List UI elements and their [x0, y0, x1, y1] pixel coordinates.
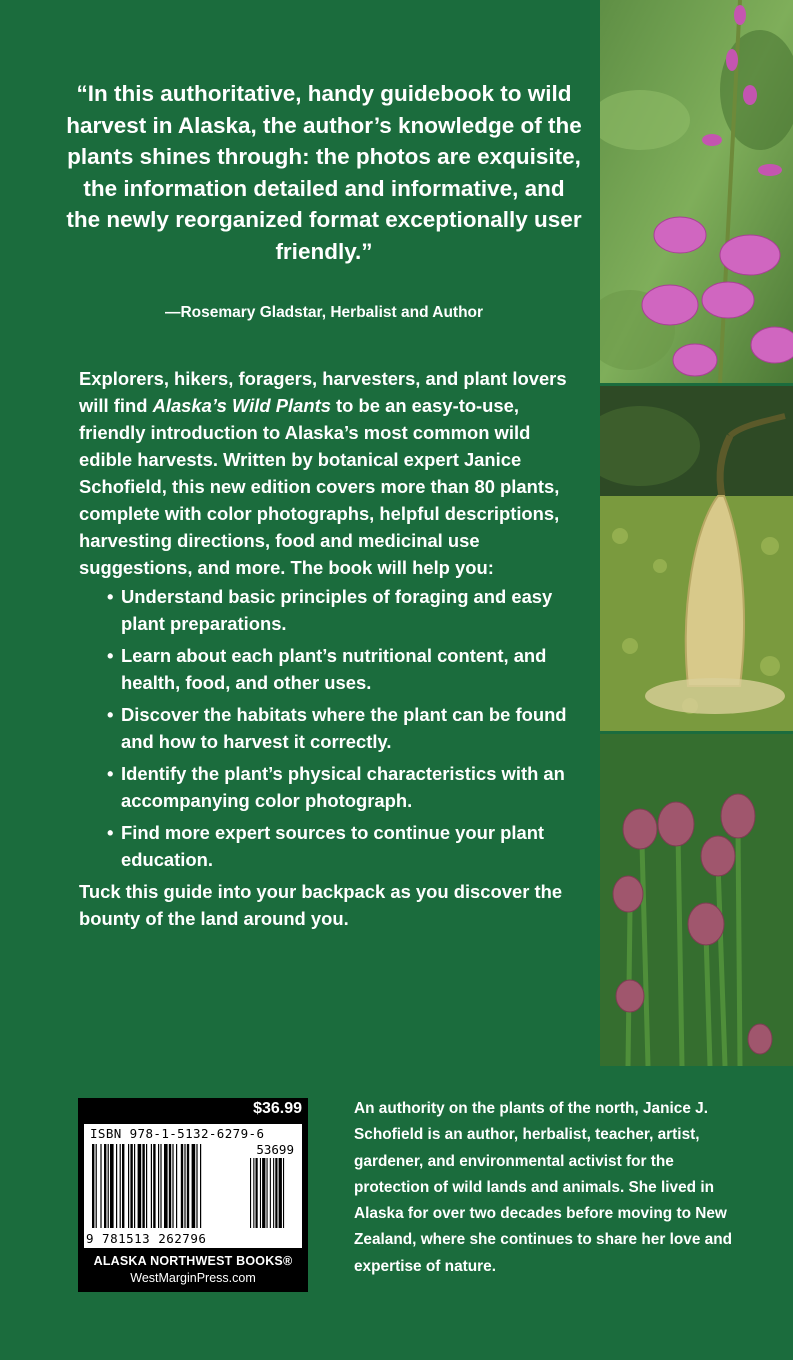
endorsement-quote: “In this authoritative, handy guidebook to wild harvest in Alaska, the author’s knowledge of the plants shines through: the photos are exquisite, the information detailed and informative, and the newly reorganized format exceptionally user friendly.”: [66, 81, 582, 264]
addon-number: 53699: [256, 1142, 294, 1157]
fireweed-photo: [600, 0, 793, 383]
book-description: [79, 365, 579, 932]
list-item: • Identify the plant’s physical characteristics with an accompanying color photograph.: [121, 760, 579, 814]
publisher-website: WestMarginPress.com: [130, 1271, 256, 1285]
description-intro: [79, 365, 579, 581]
benefits-list: [79, 583, 579, 873]
quote-attribution: —Rosemary Gladstar, Herbalist and Author: [164, 304, 484, 321]
list-item: • Discover the habitats where the plant can be found and how to harvest it correctly.: [121, 701, 579, 755]
barcode-box: [78, 1098, 308, 1292]
publisher-name: ALASKA NORTHWEST BOOKS®: [93, 1254, 293, 1268]
barcode-bars: [90, 1144, 296, 1228]
list-item: • Understand basic principles of foraging and easy plant preparations.: [121, 583, 579, 637]
book-title: Alaska’s Wild Plants: [152, 395, 331, 416]
list-item: • Find more expert sources to continue your plant education.: [121, 819, 579, 873]
intro-text-start: Explorers, hikers, foragers, harvesters, and plant lovers will find: [79, 368, 567, 416]
description-closing: Tuck this guide into your backpack as you discover the bounty of the land around you.: [79, 881, 563, 929]
wild-chives-photo: [600, 734, 793, 1066]
barcode: [84, 1124, 302, 1248]
isbn-text: ISBN 978-1-5132-6279-6: [90, 1126, 265, 1141]
author-bio: An authority on the plants of the north, Janice J. Schofield is an author, herbalist, teacher, artist, gardener, and environmental activist for the protection of wild lands and animals. She lived in Alaska for over two decades before moving to New Zealand, where she continues to share her love and expertise of nature.: [354, 1100, 733, 1275]
price-label: $36.99: [253, 1100, 302, 1117]
intro-text-end: to be an easy-to-use, friendly introduction to Alaska’s most common wild edible harvests. Written by botanical expert Janice Schofield, this new edition covers more than 80 plants, complete with color photographs, helpful descriptions, harvesting directions, food and medicinal use suggestions, and more. The book will help you:: [79, 395, 560, 578]
ean-digits: 9 781513 262796: [86, 1231, 207, 1246]
skunk-cabbage-photo: [600, 386, 793, 731]
list-item: • Learn about each plant’s nutritional content, and health, food, and other uses.: [121, 642, 579, 696]
